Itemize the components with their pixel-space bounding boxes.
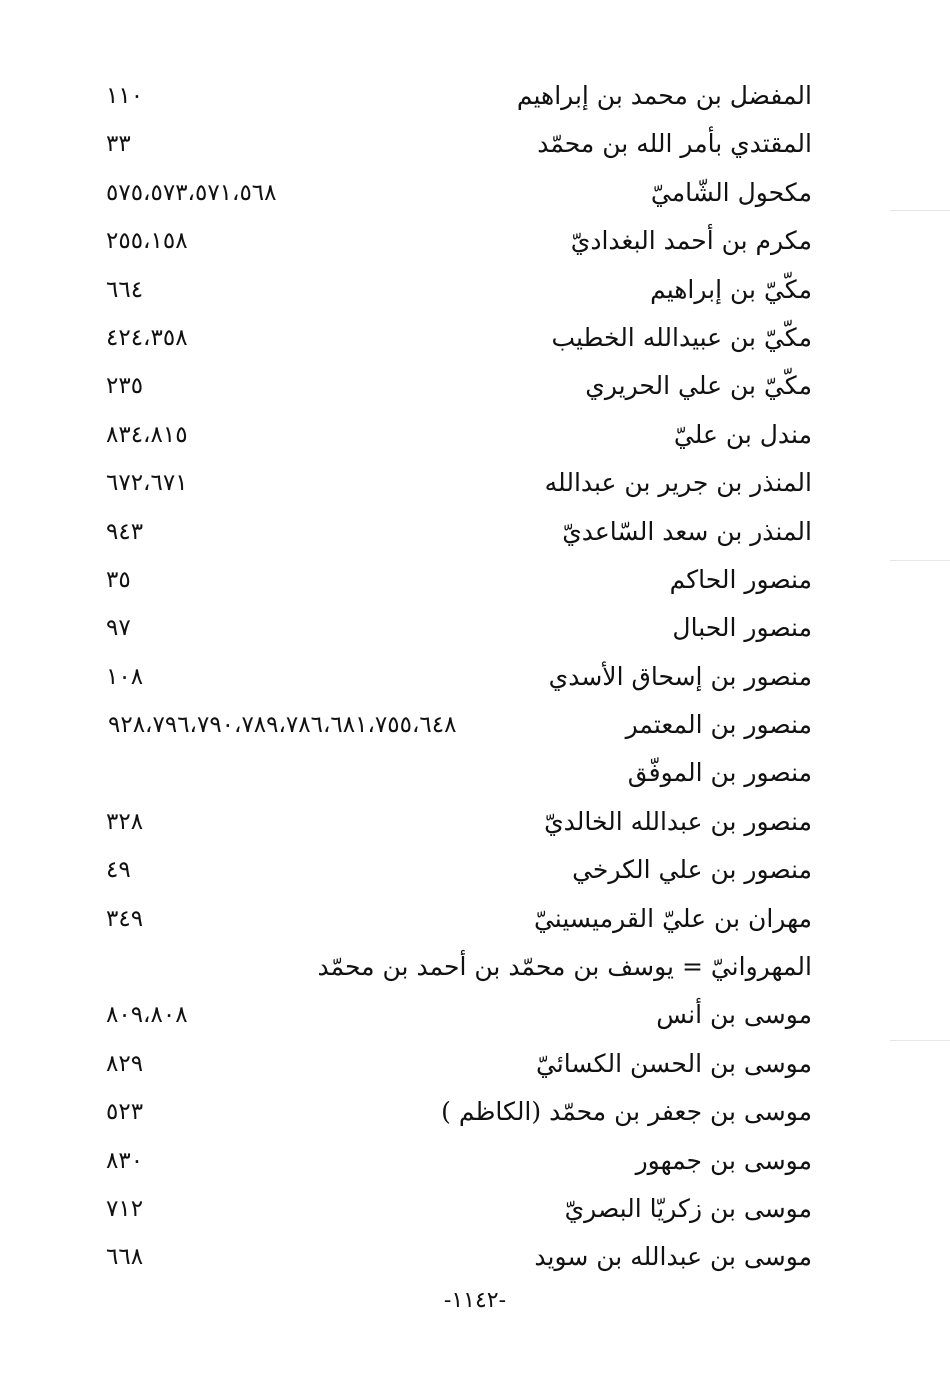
entry-name: مهران بن عليّ القرميسينيّ — [533, 903, 812, 933]
entry-name: منصور بن علي الكرخي — [572, 855, 812, 885]
index-entry — [0, 749, 950, 797]
entry-pages: ٣٣ — [106, 131, 131, 158]
index-entry — [0, 653, 950, 701]
entry-pages: ٦٦٤ — [106, 276, 144, 303]
entry-name: مكّيّ بن إبراهيم — [650, 274, 812, 304]
index-entry — [0, 895, 950, 943]
entry-pages: ٨٣٠ — [106, 1147, 144, 1174]
index-entry — [0, 72, 950, 120]
entry-name: موسى بن جمهور — [635, 1145, 812, 1175]
entry-name: المنذر بن سعد السّاعديّ — [562, 516, 812, 546]
index-entry — [0, 798, 950, 846]
entry-name: مكرم بن أحمد البغداديّ — [570, 226, 812, 256]
entry-name: منصور بن الموفّق — [627, 758, 812, 788]
entry-name: منصور بن عبدالله الخالديّ — [544, 806, 812, 836]
index-entry — [0, 556, 950, 604]
index-entry — [0, 459, 950, 507]
index-entry — [0, 266, 950, 314]
entry-name: المنذر بن جرير بن عبدالله — [544, 468, 812, 498]
page-number: -١١٤٢- — [443, 1288, 507, 1313]
index-entry — [0, 314, 950, 362]
entry-pages: ١٠٨ — [106, 663, 144, 690]
entry-name: منصور الحاكم — [669, 564, 812, 594]
entry-name: مكحول الشّاميّ — [650, 177, 812, 207]
entry-name: منصور بن المعتمر — [625, 710, 812, 740]
index-entry — [0, 943, 950, 991]
index-entry — [0, 604, 950, 652]
entry-name: موسى بن زكريّا البصريّ — [564, 1193, 812, 1223]
entry-name: المفضل بن محمد بن إبراهيم — [516, 81, 812, 110]
index-entry — [0, 1185, 950, 1233]
entry-pages: ٥٢٣ — [106, 1099, 144, 1126]
index-entry — [0, 1137, 950, 1185]
entry-name: موسى بن الحسن الكسائيّ — [535, 1048, 812, 1078]
entry-pages: ٢٣٥ — [106, 373, 144, 400]
entry-name: منصور بن إسحاق الأسدي — [548, 661, 812, 691]
entry-pages: ٣٥ — [106, 566, 131, 593]
index-entry — [0, 701, 950, 749]
entry-pages: ٤٩ — [106, 857, 131, 884]
entry-name: موسى بن جعفر بن محمّد (الكاظم ) — [441, 1097, 812, 1127]
index-entries — [0, 72, 950, 1282]
entry-name: موسى بن أنس — [656, 1000, 812, 1030]
index-entry — [0, 217, 950, 265]
index-entry — [0, 362, 950, 410]
entry-pages: ٢٥٥،١٥٨ — [106, 228, 188, 255]
entry-name: موسى بن عبدالله بن سويد — [534, 1242, 812, 1272]
entry-name: مكّيّ بن علي الحريري — [585, 371, 812, 401]
index-entry — [0, 846, 950, 894]
entry-pages: ٩٧ — [106, 615, 131, 642]
index-entry — [0, 1233, 950, 1281]
entry-pages: ١١٠ — [106, 83, 144, 109]
entry-name: مندل بن عليّ — [673, 419, 812, 449]
index-entry — [0, 411, 950, 459]
index-entry — [0, 991, 950, 1039]
entry-pages: ٤٢٤،٣٥٨ — [106, 324, 188, 351]
index-entry — [0, 508, 950, 556]
entry-name: المهروانيّ = يوسف بن محمّد بن أحمد بن محمّد — [317, 952, 812, 982]
entry-pages: ٨٢٩ — [106, 1050, 144, 1077]
entry-pages: ٧١٢ — [106, 1195, 144, 1222]
entry-pages: ٣٢٨ — [106, 808, 144, 835]
entry-pages: ٦٧٢،٦٧١ — [106, 470, 188, 497]
entry-name: منصور الحبال — [672, 613, 812, 643]
entry-name: مكّيّ بن عبيدالله الخطيب — [551, 322, 812, 352]
entry-pages: ٦٦٨ — [106, 1244, 144, 1271]
index-entry — [0, 120, 950, 168]
index-entry — [0, 1088, 950, 1136]
entry-name: المقتدي بأمر الله بن محمّد — [537, 129, 812, 159]
entry-pages: ٩٤٣ — [106, 518, 144, 545]
entry-pages: ٨٠٩،٨٠٨ — [106, 1002, 188, 1029]
index-entry — [0, 1040, 950, 1088]
entry-pages: ٣٤٩ — [106, 905, 144, 932]
index-entry — [0, 169, 950, 217]
entry-pages: ٩٢٨،٧٩٦،٧٩٠،٧٨٩،٧٨٦،٦٨١،٧٥٥،٦٤٨ — [108, 712, 457, 739]
entry-pages: ٨٣٤،٨١٥ — [106, 421, 188, 448]
entry-pages: ٥٧٥،٥٧٣،٥٧١،٥٦٨ — [106, 179, 277, 206]
